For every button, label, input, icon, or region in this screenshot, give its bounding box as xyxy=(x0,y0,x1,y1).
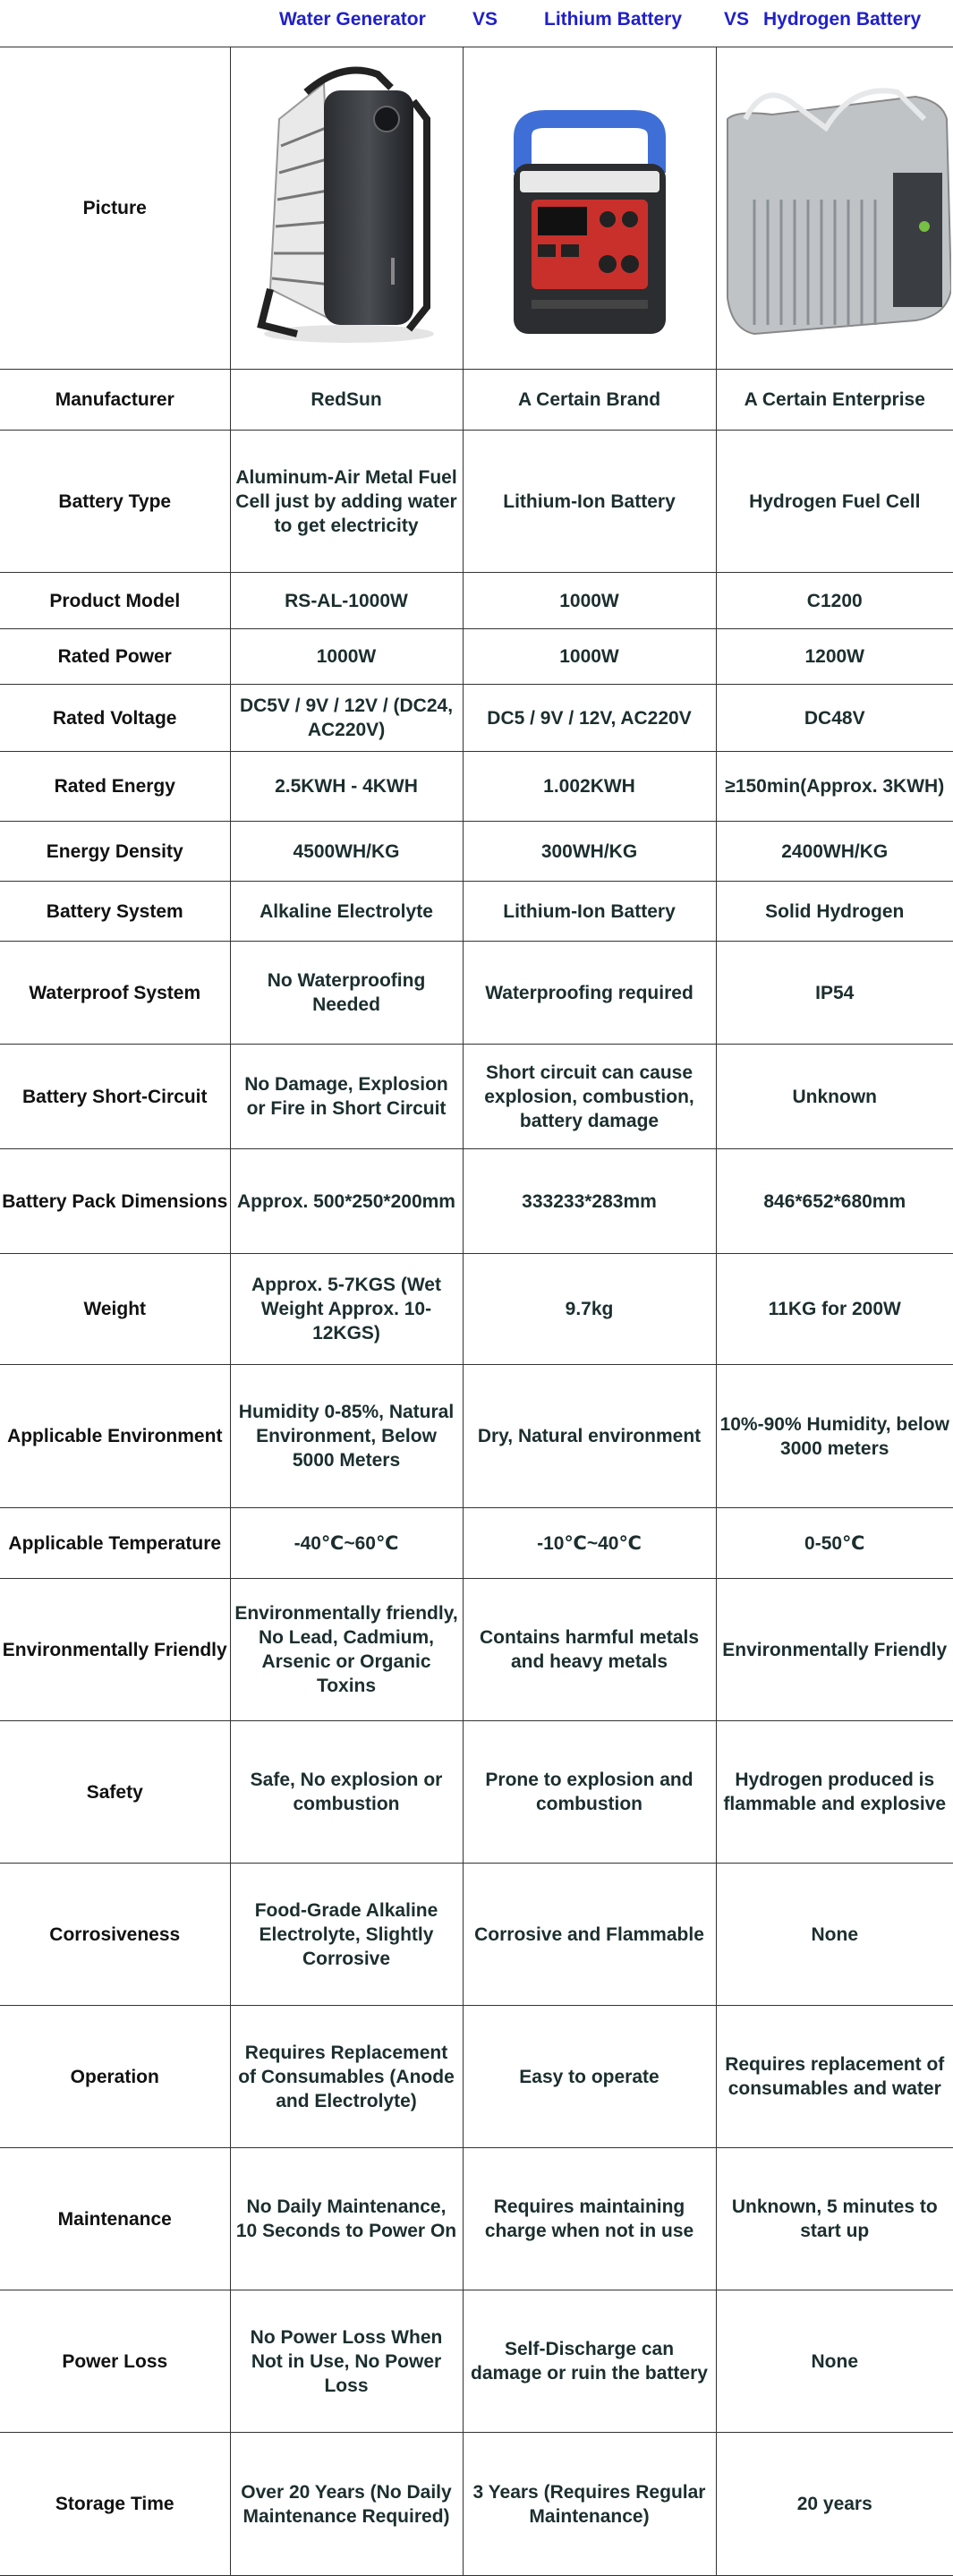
hydrogen-battery-value: IP54 xyxy=(716,942,953,1045)
lithium-battery-value: DC5 / 9V / 12V, AC220V xyxy=(463,685,716,752)
hydrogen-battery-value: A Certain Enterprise xyxy=(716,370,953,431)
lithium-battery-value: Dry, Natural environment xyxy=(463,1365,716,1508)
water-generator-value: Approx. 500*250*200mm xyxy=(230,1149,463,1254)
row-energy-density xyxy=(0,822,953,882)
hydrogen-battery-value: Hydrogen Fuel Cell xyxy=(716,431,953,573)
water-generator-value: Over 20 Years (No Daily Maintenance Required) xyxy=(230,2433,463,2576)
lithium-battery-value: Short circuit can cause explosion, combustion, battery damage xyxy=(463,1045,716,1149)
water-generator-value: RS-AL-1000W xyxy=(230,573,463,629)
hydrogen-battery-value: 1200W xyxy=(716,629,953,685)
row-label: Picture xyxy=(0,47,230,370)
row-label: Maintenance xyxy=(0,2148,230,2290)
row-applicable-temperature xyxy=(0,1508,953,1579)
row-label: Applicable Temperature xyxy=(0,1508,230,1579)
lithium-battery-value: Waterproofing required xyxy=(463,942,716,1045)
lithium-battery-value: -10℃~40℃ xyxy=(463,1508,716,1579)
water-generator-value: Requires Replacement of Consumables (Anode and Electrolyte) xyxy=(230,2006,463,2148)
water-generator-value: No Power Loss When Not in Use, No Power Loss xyxy=(230,2290,463,2433)
water-generator-value: 4500WH/KG xyxy=(230,822,463,882)
hydrogen-battery-picture xyxy=(716,47,953,370)
row-rated-voltage xyxy=(0,685,953,752)
water-generator-value: RedSun xyxy=(230,370,463,431)
lithium-battery-value: A Certain Brand xyxy=(463,370,716,431)
lithium-battery-value: Requires maintaining charge when not in use xyxy=(463,2148,716,2290)
row-battery-pack-dimensions xyxy=(0,1149,953,1254)
hydrogen-battery-value: Unknown xyxy=(716,1045,953,1149)
row-waterproof-system xyxy=(0,942,953,1045)
row-rated-energy xyxy=(0,752,953,822)
hydrogen-battery-value: 0-50℃ xyxy=(716,1508,953,1579)
hydrogen-battery-value: Hydrogen produced is flammable and explosive xyxy=(716,1721,953,1864)
row-label: Corrosiveness xyxy=(0,1864,230,2006)
water-generator-value: No Daily Maintenance, 10 Seconds to Power On xyxy=(230,2148,463,2290)
hydrogen-battery-value: 2400WH/KG xyxy=(716,822,953,882)
hydrogen-battery-value: None xyxy=(716,2290,953,2433)
lithium-battery-picture xyxy=(463,47,716,370)
comparison-header xyxy=(0,0,953,47)
row-label: Manufacturer xyxy=(0,370,230,431)
row-label: Energy Density xyxy=(0,822,230,882)
lithium-battery-value: 1000W xyxy=(463,629,716,685)
row-label: Rated Energy xyxy=(0,752,230,822)
hydrogen-battery-image xyxy=(719,65,951,352)
lithium-battery-value: Corrosive and Flammable xyxy=(463,1864,716,2006)
row-label: Battery Short-Circuit xyxy=(0,1045,230,1149)
hydrogen-battery-value: 20 years xyxy=(716,2433,953,2576)
row-label: Product Model xyxy=(0,573,230,629)
hydrogen-battery-value: 10%-90% Humidity, below 3000 meters xyxy=(716,1365,953,1508)
lithium-battery-image xyxy=(482,65,697,352)
lithium-battery-value: Contains harmful metals and heavy metals xyxy=(463,1579,716,1721)
lithium-battery-value: Lithium-Ion Battery xyxy=(463,431,716,573)
row-environmentally-friendly xyxy=(0,1579,953,1721)
row-label: Battery System xyxy=(0,882,230,942)
row-label: Operation xyxy=(0,2006,230,2148)
lithium-battery-value: 1000W xyxy=(463,573,716,629)
water-generator-value: Humidity 0-85%, Natural Environment, Below 5000 Meters xyxy=(230,1365,463,1508)
row-label: Applicable Environment xyxy=(0,1365,230,1508)
hydrogen-battery-value: C1200 xyxy=(716,573,953,629)
row-product-model xyxy=(0,573,953,629)
water-generator-image xyxy=(243,65,449,352)
lithium-battery-value: 9.7kg xyxy=(463,1254,716,1365)
row-label: Power Loss xyxy=(0,2290,230,2433)
lithium-battery-value: 3 Years (Requires Regular Maintenance) xyxy=(463,2433,716,2576)
hydrogen-battery-value: Requires replacement of consumables and water xyxy=(716,2006,953,2148)
water-generator-value: DC5V / 9V / 12V / (DC24, AC220V) xyxy=(230,685,463,752)
row-label: Storage Time xyxy=(0,2433,230,2576)
water-generator-value: No Damage, Explosion or Fire in Short Circuit xyxy=(230,1045,463,1149)
row-label: Battery Pack Dimensions xyxy=(0,1149,230,1254)
water-generator-value: Alkaline Electrolyte xyxy=(230,882,463,942)
header-water-generator: Water Generator xyxy=(279,9,426,30)
row-label: Rated Voltage xyxy=(0,685,230,752)
water-generator-value: 1000W xyxy=(230,629,463,685)
row-applicable-environment xyxy=(0,1365,953,1508)
lithium-battery-value: 1.002KWH xyxy=(463,752,716,822)
row-label: Battery Type xyxy=(0,431,230,573)
lithium-battery-value: Easy to operate xyxy=(463,2006,716,2148)
row-battery-system xyxy=(0,882,953,942)
water-generator-value: Food-Grade Alkaline Electrolyte, Slightly Corrosive xyxy=(230,1864,463,2006)
comparison-table xyxy=(0,47,953,2576)
water-generator-picture xyxy=(230,47,463,370)
row-label: Safety xyxy=(0,1721,230,1864)
row-label: Rated Power xyxy=(0,629,230,685)
water-generator-value: 2.5KWH - 4KWH xyxy=(230,752,463,822)
water-generator-value: No Waterproofing Needed xyxy=(230,942,463,1045)
row-battery-short-circuit xyxy=(0,1045,953,1149)
water-generator-value: Approx. 5-7KGS (Wet Weight Approx. 10-12KGS) xyxy=(230,1254,463,1365)
row-label: Waterproof System xyxy=(0,942,230,1045)
hydrogen-battery-value: Environmentally Friendly xyxy=(716,1579,953,1721)
row-label: Environmentally Friendly xyxy=(0,1579,230,1721)
header-vs-2: VS xyxy=(724,9,750,30)
row-weight xyxy=(0,1254,953,1365)
lithium-battery-value: 333233*283mm xyxy=(463,1149,716,1254)
header-lithium-battery: Lithium Battery xyxy=(544,9,683,30)
row-manufacturer xyxy=(0,370,953,431)
row-operation xyxy=(0,2006,953,2148)
water-generator-value: Safe, No explosion or combustion xyxy=(230,1721,463,1864)
hydrogen-battery-value: Unknown, 5 minutes to start up xyxy=(716,2148,953,2290)
row-label: Weight xyxy=(0,1254,230,1365)
hydrogen-battery-value: 846*652*680mm xyxy=(716,1149,953,1254)
header-vs-1: VS xyxy=(472,9,498,30)
water-generator-value: -40℃~60℃ xyxy=(230,1508,463,1579)
hydrogen-battery-value: Solid Hydrogen xyxy=(716,882,953,942)
hydrogen-battery-value: 11KG for 200W xyxy=(716,1254,953,1365)
row-battery-type xyxy=(0,431,953,573)
hydrogen-battery-value: None xyxy=(716,1864,953,2006)
lithium-battery-value: Lithium-Ion Battery xyxy=(463,882,716,942)
row-power-loss xyxy=(0,2290,953,2433)
row-rated-power xyxy=(0,629,953,685)
lithium-battery-value: Self-Discharge can damage or ruin the battery xyxy=(463,2290,716,2433)
row-picture xyxy=(0,47,953,370)
header-hydrogen-battery: Hydrogen Battery xyxy=(763,9,922,30)
water-generator-value: Environmentally friendly, No Lead, Cadmium, Arsenic or Organic Toxins xyxy=(230,1579,463,1721)
row-corrosiveness xyxy=(0,1864,953,2006)
lithium-battery-value: Prone to explosion and combustion xyxy=(463,1721,716,1864)
water-generator-value: Aluminum-Air Metal Fuel Cell just by adding water to get electricity xyxy=(230,431,463,573)
lithium-battery-value: 300WH/KG xyxy=(463,822,716,882)
row-maintenance xyxy=(0,2148,953,2290)
row-storage-time xyxy=(0,2433,953,2576)
row-safety xyxy=(0,1721,953,1864)
hydrogen-battery-value: DC48V xyxy=(716,685,953,752)
hydrogen-battery-value: ≥150min(Approx. 3KWH) xyxy=(716,752,953,822)
